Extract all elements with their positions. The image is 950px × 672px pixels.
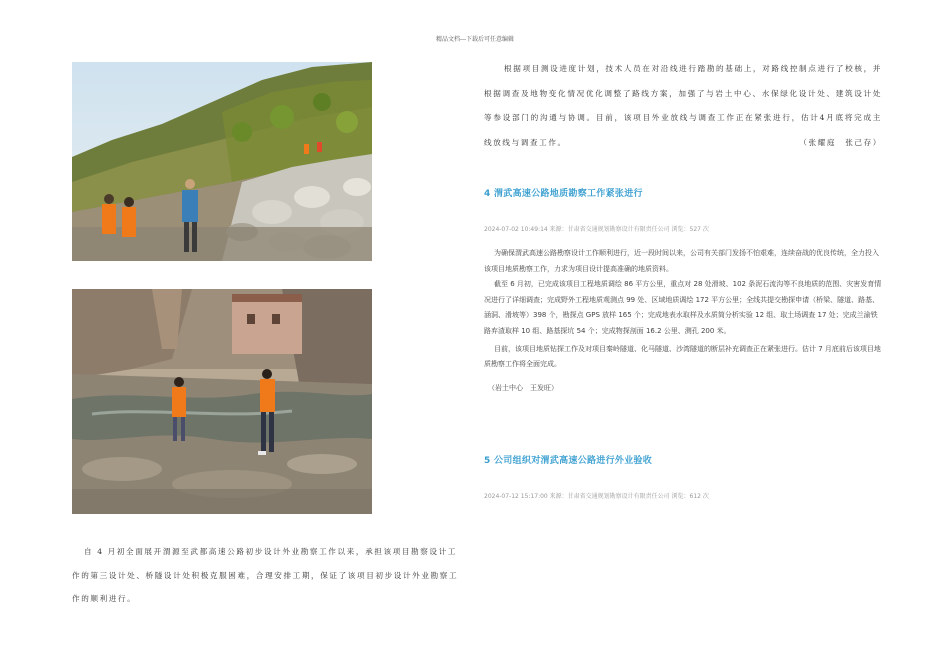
article-5-title[interactable]: 5 公司组织对渭武高速公路进行外业验收 bbox=[484, 456, 653, 466]
article-4-title[interactable]: 4 渭武高速公路地质勘察工作紧张进行 bbox=[484, 189, 643, 199]
bottom-paragraph: 自 4 月初全面展开渭源至武都高速公路初步设计外业勘察工作以来，承担该项目勘察设计工作的第三设计处、桥隧设计处积极克服困难，合理安排工期，保证了该项目初步设计外业勘察工作的顺利进行。 bbox=[72, 547, 459, 603]
surveyors-riverbed-photo bbox=[72, 289, 372, 514]
article-4-paragraph-3: 目前，该项目地质钻探工作及对项目秦岭隧道、化马隧道、沙湾隧道的断层补充调查正在紧张进行。估计 7 月底前后该项目地质勘察工作将全面完成。 bbox=[484, 344, 881, 369]
article-5-meta: 2024-07-12 15:17:00 来源：甘肃省交通规划勘察设计有限责任公司 浏览：612 次 bbox=[484, 493, 709, 500]
article-4-paragraph-1: 为确保渭武高速公路勘察设计工作顺利进行，近一段时间以来，公司有关部门发扬不怕艰难，连续奋战的优良传统，全力投入该项目地质勘察工作，力求为项目设计提高准确的地质资料。 bbox=[484, 249, 879, 273]
intro-author: （张耀庭 张己存） bbox=[799, 137, 882, 147]
intro-paragraph bbox=[484, 57, 882, 155]
article-4-body bbox=[484, 246, 884, 396]
article-4-signature: （岩土中心 王发旺） bbox=[488, 383, 558, 392]
document-header-note: 精品文档---下载后可任意编辑 bbox=[435, 36, 515, 43]
article-4-meta: 2024-07-02 10:49:14 来源：甘肃省交通规划勘察设计有限责任公司 浏览：527 次 bbox=[484, 226, 709, 233]
survey-team-hillside-photo bbox=[72, 62, 372, 261]
article-4-paragraph-2: 截至 6 月初，已完成该项目工程地质调绘 86 平方公里，重点对 28 处滑坡、102 条泥石流沟等不良地质的范围、灾害发育情况进行了详细调查；完成野外工程地质观测点 99 处、区域地质调绘 172 平方公里；全线共提交勘探申请（桥梁、隧道、路基、涵洞、滑坡等）398 个，勘探点 GPS 放样 165 个；完成地表水取样及水质简分析实验 12 组、取土场调查 17 处；完成兰渝铁路弃渣取样 10 组、路基探坑 54 个；完成物探剖面 16.2 公里、测孔 200 米。 bbox=[484, 280, 882, 335]
intro-text: 根据项目测设进度计划，技术人员在对沿线进行踏勘的基础上，对路线控制点进行了校核，并根据调查及地物变化情况优化调整了路线方案，加强了与岩土中心、水保绿化设计处、建筑设计处等参设部门的沟通与协调。目前，该项目外业放线与调查工作正在紧张进行，估计4月底将完成主线放线与调查工作。 bbox=[484, 64, 882, 147]
